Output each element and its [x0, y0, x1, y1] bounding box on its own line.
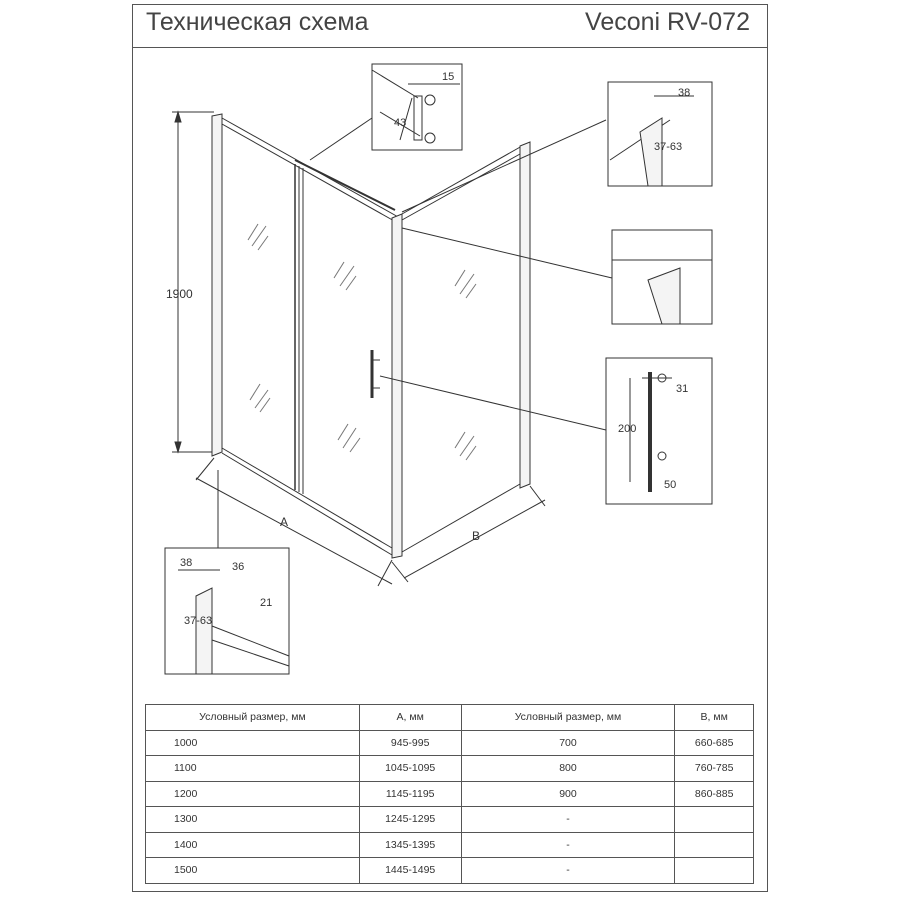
table-row: [146, 756, 754, 782]
table-cell: 760-785: [675, 756, 754, 782]
sizes-table: [145, 704, 754, 884]
table-cell: [675, 832, 754, 858]
table-cell: [675, 807, 754, 833]
table-cell: 900: [461, 781, 675, 807]
table-cell: 1400: [146, 832, 360, 858]
table-cell: 1145-1195: [359, 781, 461, 807]
table-cell: 660-685: [675, 730, 754, 756]
front-frame-left: [212, 114, 222, 456]
table-cell: [675, 858, 754, 884]
table-cell: 1445-1495: [359, 858, 461, 884]
table-row: [146, 858, 754, 884]
table-cell: 1345-1395: [359, 832, 461, 858]
table-cell: 1245-1295: [359, 807, 461, 833]
table-row: [146, 807, 754, 833]
col-header-a: A, мм: [359, 705, 461, 731]
table-cell: 1100: [146, 756, 360, 782]
col-header-size-a: Условный размер, мм: [146, 705, 360, 731]
handle-offset-bottom-label: 50: [664, 479, 677, 491]
corner-b-label: 36: [232, 561, 245, 573]
table-cell: 800: [461, 756, 675, 782]
col-header-b: B, мм: [675, 705, 754, 731]
model-name: Veconi RV-072: [585, 8, 750, 36]
table-cell: -: [461, 807, 675, 833]
table-cell: 1200: [146, 781, 360, 807]
table-cell: 700: [461, 730, 675, 756]
table-cell: 1500: [146, 858, 360, 884]
table-cell: 1300: [146, 807, 360, 833]
dimension-a-label: A: [280, 515, 289, 529]
table-row: [146, 781, 754, 807]
table-cell: -: [461, 832, 675, 858]
corner-range-label: 37-63: [184, 615, 213, 627]
col-header-size-b: Условный размер, мм: [461, 705, 675, 731]
corner-c-label: 21: [260, 597, 273, 609]
dimension-b-label: B: [472, 529, 481, 543]
table-header-row: [146, 705, 754, 731]
table-cell: 945-995: [359, 730, 461, 756]
roller-gap-label: 15: [442, 71, 455, 83]
height-label: 1900: [166, 287, 193, 301]
profile-top-label: 38: [678, 87, 691, 99]
corner-a-label: 38: [180, 557, 193, 569]
table-row: [146, 730, 754, 756]
handle-offset-top-label: 31: [676, 383, 689, 395]
table-row: [146, 832, 754, 858]
profile-top-range-label: 37-63: [654, 141, 683, 153]
roller-height-label: 43: [394, 117, 407, 129]
table-cell: 1045-1095: [359, 756, 461, 782]
handle-length-label: 200: [618, 423, 637, 435]
table-cell: 860-885: [675, 781, 754, 807]
corner-profile: [392, 214, 402, 558]
table-cell: -: [461, 858, 675, 884]
page-title: Техническая схема: [146, 8, 369, 36]
table-cell: 1000: [146, 730, 360, 756]
